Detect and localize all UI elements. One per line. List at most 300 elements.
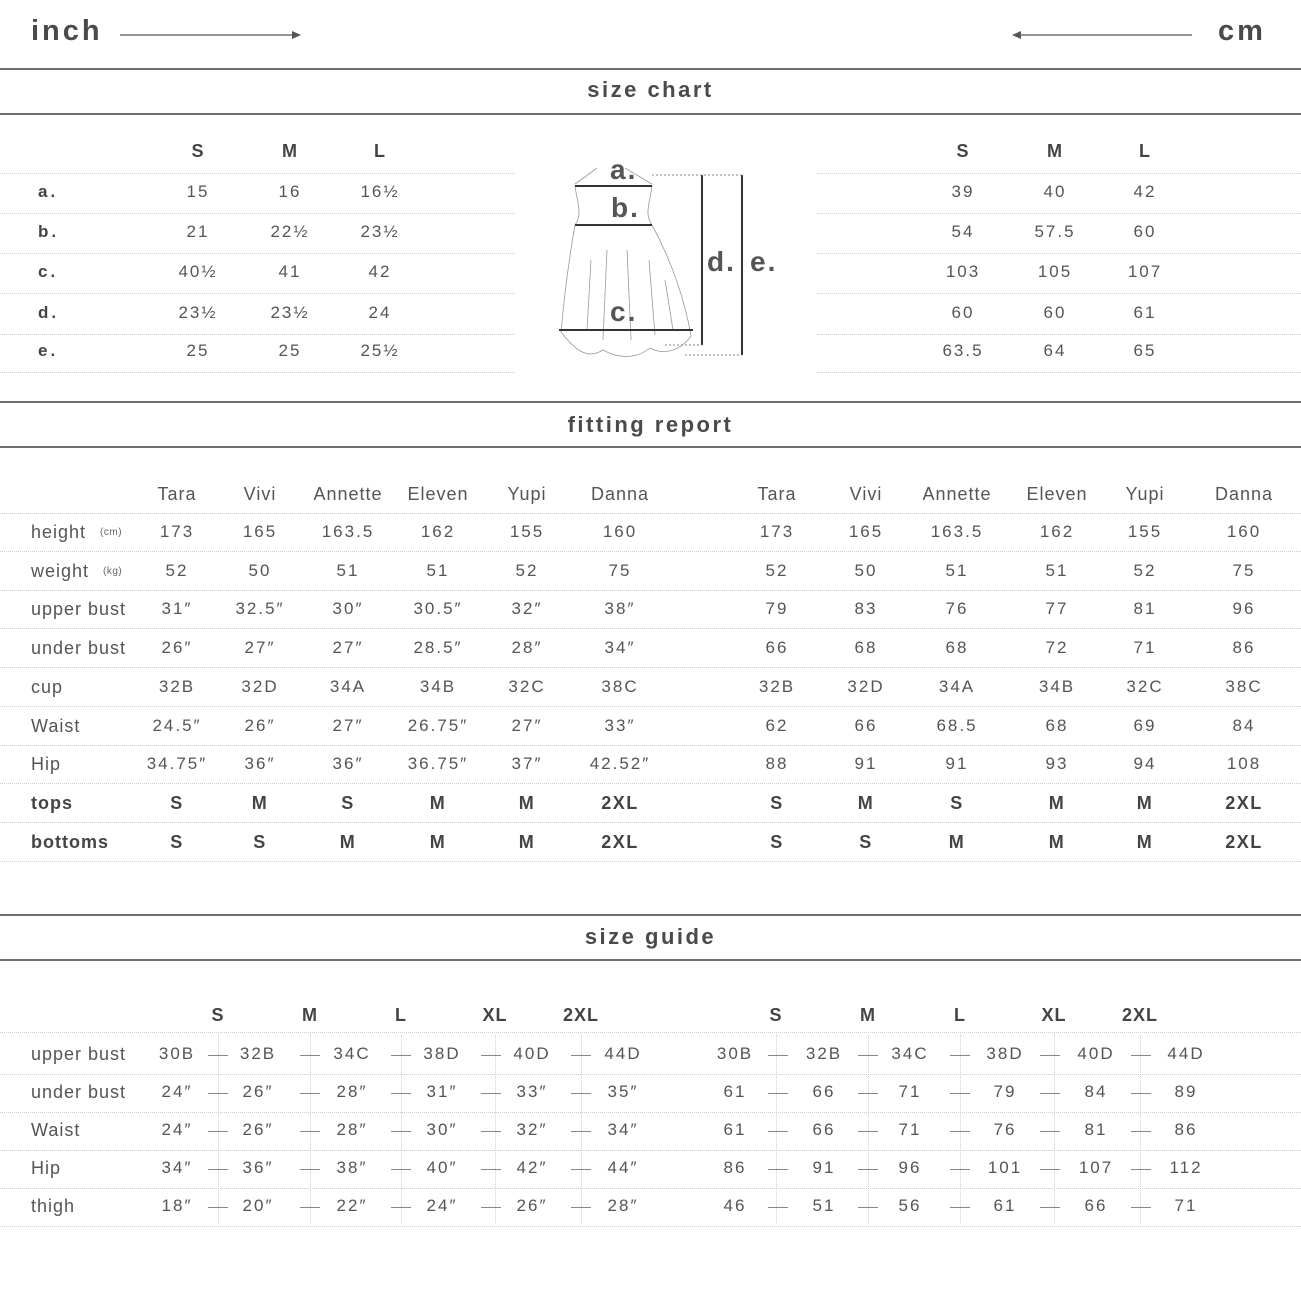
range-dash	[300, 1169, 320, 1170]
table-cell: 84	[1084, 1082, 1108, 1101]
row-label-text: under bust	[31, 638, 127, 659]
table-cell: 96	[898, 1158, 922, 1177]
table-cell: 84	[1232, 715, 1256, 735]
column-guide	[1140, 1035, 1141, 1223]
row-divider	[0, 745, 1301, 746]
table-cell: 28″	[336, 1120, 368, 1139]
table-cell: 68	[945, 638, 969, 658]
table-cell: 76	[993, 1120, 1017, 1139]
table-cell: 2XL	[601, 792, 639, 813]
table-cell: 30.5″	[413, 599, 463, 619]
row-divider	[0, 253, 515, 254]
size-header-cm: L	[954, 1005, 966, 1025]
table-cell: 101	[987, 1158, 1023, 1177]
row-divider	[0, 628, 1301, 629]
table-cell: 103	[945, 262, 981, 281]
range-dash	[481, 1093, 501, 1094]
range-dash	[208, 1169, 228, 1170]
table-cell: 63.5	[942, 341, 984, 360]
range-dash	[858, 1169, 878, 1170]
range-dash	[571, 1093, 591, 1094]
range-dash	[950, 1169, 970, 1170]
table-cell: M	[1048, 831, 1066, 852]
divider	[0, 914, 1301, 916]
row-label-text: bottoms	[31, 831, 109, 852]
table-cell: 107	[1127, 262, 1163, 281]
table-cell: 16	[278, 182, 302, 201]
table-cell: 38D	[986, 1044, 1024, 1063]
table-cell: 16½	[360, 182, 400, 201]
row-divider	[0, 1188, 1301, 1189]
table-cell: S	[170, 792, 184, 813]
model-name-inch: Vivi	[243, 484, 277, 504]
table-cell: 32B	[239, 1044, 277, 1063]
table-cell: S	[253, 831, 267, 852]
row-label: e.	[38, 341, 59, 360]
table-cell: 56	[898, 1196, 922, 1215]
table-cell: 25	[186, 341, 210, 360]
row-label: d.	[38, 303, 60, 322]
row-divider	[0, 706, 1301, 707]
table-cell: 34.75″	[146, 754, 208, 774]
table-cell: 27″	[332, 638, 364, 658]
table-cell: M	[518, 792, 536, 813]
size-header-inch: L	[395, 1005, 407, 1025]
table-cell: S	[170, 831, 184, 852]
table-cell: 68.5	[936, 715, 978, 735]
diagram-label-a: a.	[610, 154, 638, 185]
range-dash	[391, 1207, 411, 1208]
row-label: b.	[38, 222, 60, 241]
row-divider	[0, 590, 1301, 591]
table-cell: M	[948, 831, 966, 852]
range-dash	[481, 1207, 501, 1208]
range-dash	[858, 1055, 878, 1056]
range-dash	[768, 1207, 788, 1208]
column-guide	[495, 1035, 496, 1223]
size-header-inch: S	[191, 141, 205, 161]
row-divider	[0, 334, 515, 335]
row-divider	[0, 513, 1301, 514]
table-cell: 86	[1232, 638, 1256, 658]
range-dash	[950, 1093, 970, 1094]
table-cell: 32C	[508, 676, 546, 696]
model-name-cm: Eleven	[1026, 484, 1088, 504]
row-label: upper bust	[31, 1044, 127, 1064]
table-cell: 88	[765, 754, 789, 774]
range-dash	[481, 1055, 501, 1056]
table-cell: 89	[1174, 1082, 1198, 1101]
size-header-inch: XL	[482, 1005, 508, 1025]
table-cell: 20″	[242, 1196, 274, 1215]
range-dash	[208, 1131, 228, 1132]
table-cell: 25	[278, 341, 302, 360]
size-header-inch: L	[374, 141, 386, 161]
model-name-cm: Tara	[757, 484, 797, 504]
range-dash	[571, 1207, 591, 1208]
table-cell: 38″	[336, 1158, 368, 1177]
range-dash	[768, 1055, 788, 1056]
table-cell: 75	[1232, 560, 1256, 580]
table-cell: 27″	[244, 638, 276, 658]
table-cell: 22″	[336, 1196, 368, 1215]
table-cell: 23½	[178, 303, 218, 322]
table-cell: 66	[854, 715, 878, 735]
row-label: thigh	[31, 1196, 76, 1216]
table-cell: 26″	[161, 638, 193, 658]
table-cell: 108	[1226, 754, 1262, 774]
row-divider	[0, 667, 1301, 668]
column-guide	[776, 1035, 777, 1223]
table-cell: 24″	[161, 1120, 193, 1139]
table-cell: 112	[1169, 1158, 1203, 1177]
table-cell: S	[770, 831, 784, 852]
table-cell: 24	[368, 303, 392, 322]
table-cell: 32.5″	[235, 599, 285, 619]
table-cell: M	[1048, 792, 1066, 813]
table-cell: 40	[1043, 182, 1067, 201]
row-divider	[0, 372, 515, 373]
model-name-cm: Annette	[922, 484, 992, 504]
table-cell: 51	[812, 1196, 836, 1215]
range-dash	[858, 1207, 878, 1208]
table-cell: 91	[854, 754, 878, 774]
table-cell: 65	[1133, 341, 1157, 360]
range-dash	[950, 1131, 970, 1132]
table-cell: 51	[945, 560, 969, 580]
table-cell: 155	[509, 522, 545, 541]
table-cell: 30B	[158, 1044, 196, 1063]
table-cell: 162	[1039, 522, 1075, 541]
row-label-text: Hip	[31, 754, 62, 775]
table-cell: 61	[723, 1120, 747, 1139]
row-divider	[0, 213, 515, 214]
table-cell: 83	[854, 599, 878, 619]
row-divider	[0, 1032, 1301, 1033]
table-cell: 60	[1133, 222, 1157, 241]
row-label	[31, 599, 126, 620]
table-cell: 26″	[242, 1082, 274, 1101]
range-dash	[858, 1131, 878, 1132]
row-divider	[0, 293, 515, 294]
table-cell: 25½	[360, 341, 400, 360]
row-label	[31, 793, 73, 814]
table-cell: 66	[1084, 1196, 1108, 1215]
table-cell: 28″	[336, 1082, 368, 1101]
table-cell: 50	[248, 560, 272, 580]
fitting-report-title: fitting report	[567, 412, 734, 437]
row-label: c.	[38, 262, 59, 281]
diagram-label-c: c.	[610, 296, 638, 327]
row-unit: (kg)	[103, 565, 123, 577]
divider	[0, 446, 1301, 448]
table-cell: 107	[1078, 1158, 1114, 1177]
table-cell: 66	[812, 1120, 836, 1139]
table-cell: 91	[945, 754, 969, 774]
size-header-cm: 2XL	[1121, 1005, 1159, 1025]
column-guide	[401, 1035, 402, 1223]
left-arrow-icon	[1008, 28, 1193, 42]
table-cell: 62	[765, 715, 789, 735]
table-cell: 26″	[516, 1196, 548, 1215]
range-dash	[300, 1093, 320, 1094]
model-name-cm: Vivi	[849, 484, 883, 504]
row-unit: (cm)	[100, 527, 123, 538]
range-dash	[208, 1055, 228, 1056]
table-cell: 32″	[516, 1120, 548, 1139]
model-name-inch: Danna	[590, 484, 650, 504]
table-cell: 34″	[607, 1120, 639, 1139]
table-cell: 68	[854, 638, 878, 658]
table-cell: 66	[765, 638, 789, 658]
column-guide	[868, 1035, 869, 1223]
column-guide	[1054, 1035, 1055, 1223]
column-guide	[960, 1035, 961, 1223]
table-cell: 34″	[161, 1158, 193, 1177]
range-dash	[1040, 1207, 1060, 1208]
table-cell: 38″	[604, 599, 636, 619]
table-cell: 26″	[242, 1120, 274, 1139]
table-cell: 34C	[333, 1044, 371, 1063]
column-guide	[218, 1035, 219, 1223]
range-dash	[300, 1055, 320, 1056]
table-cell: 38D	[423, 1044, 461, 1063]
table-cell: 61	[993, 1196, 1017, 1215]
row-divider	[0, 861, 1301, 862]
table-cell: 33″	[604, 715, 636, 735]
range-dash	[391, 1093, 411, 1094]
table-cell: 27″	[332, 715, 364, 735]
table-cell: 32D	[241, 676, 279, 696]
table-cell: 34B	[419, 676, 457, 696]
size-header-cm: M	[860, 1005, 876, 1025]
table-cell: 66	[812, 1082, 836, 1101]
table-cell: 60	[951, 303, 975, 322]
table-cell: 32D	[847, 676, 885, 696]
size-header-inch: M	[282, 141, 298, 161]
range-dash	[300, 1131, 320, 1132]
divider	[0, 959, 1301, 961]
table-cell: 42.52″	[589, 754, 651, 774]
table-cell: 163.5	[321, 522, 375, 541]
table-cell: 40D	[1077, 1044, 1115, 1063]
table-cell: 93	[1045, 754, 1069, 774]
table-cell: 71	[1174, 1196, 1198, 1215]
table-cell: 44″	[607, 1158, 639, 1177]
table-cell: 28″	[511, 638, 543, 658]
table-cell: 2XL	[1225, 831, 1263, 852]
table-cell: S	[341, 792, 355, 813]
range-dash	[571, 1055, 591, 1056]
model-name-inch: Eleven	[407, 484, 469, 504]
table-cell: 165	[848, 522, 884, 541]
range-dash	[481, 1131, 501, 1132]
size-header-cm: S	[769, 1005, 783, 1025]
row-label	[31, 677, 63, 698]
table-cell: 41	[278, 262, 302, 281]
table-cell: 23½	[270, 303, 310, 322]
row-label-text: upper bust	[31, 599, 127, 620]
table-cell: S	[950, 792, 964, 813]
range-dash	[768, 1169, 788, 1170]
table-cell: 26.75″	[407, 715, 469, 735]
row-divider	[817, 213, 1301, 214]
table-cell: 46	[723, 1196, 747, 1215]
table-cell: 52	[1133, 560, 1157, 580]
diagram-label-b: b.	[611, 192, 640, 223]
divider	[0, 68, 1301, 70]
model-name-inch: Yupi	[507, 484, 547, 504]
table-cell: 42	[368, 262, 392, 281]
table-cell: 69	[1133, 715, 1157, 735]
diagram-label-e: e.	[750, 246, 778, 277]
table-cell: 32″	[511, 599, 543, 619]
table-cell: S	[770, 792, 784, 813]
row-divider	[817, 293, 1301, 294]
range-dash	[571, 1169, 591, 1170]
table-cell: 71	[898, 1120, 922, 1139]
table-cell: 79	[993, 1082, 1017, 1101]
table-cell: 33″	[516, 1082, 548, 1101]
row-label	[31, 522, 122, 543]
table-cell: 105	[1037, 262, 1073, 281]
model-name-cm: Danna	[1214, 484, 1274, 504]
row-divider	[0, 783, 1301, 784]
table-cell: 81	[1133, 599, 1157, 619]
range-dash	[208, 1093, 228, 1094]
unit-inch-label: inch	[31, 15, 103, 47]
size-guide-title: size guide	[584, 924, 717, 949]
table-cell: 52	[165, 560, 189, 580]
row-divider	[817, 334, 1301, 335]
table-cell: 28″	[607, 1196, 639, 1215]
table-cell: 36″	[244, 754, 276, 774]
row-label-text: weight	[31, 560, 90, 581]
row-divider	[0, 1112, 1301, 1113]
size-header-cm: XL	[1041, 1005, 1067, 1025]
row-divider	[817, 372, 1301, 373]
table-cell: M	[429, 831, 447, 852]
row-divider	[0, 1150, 1301, 1151]
table-cell: M	[518, 831, 536, 852]
model-name-inch: Annette	[313, 484, 383, 504]
range-dash	[1040, 1055, 1060, 1056]
row-label: under bust	[31, 1082, 127, 1102]
range-dash	[1131, 1169, 1151, 1170]
table-cell: 34C	[891, 1044, 929, 1063]
right-arrow-icon	[120, 28, 305, 42]
table-cell: 32B	[805, 1044, 843, 1063]
table-cell: 36″	[332, 754, 364, 774]
row-divider	[0, 551, 1301, 552]
range-dash	[1131, 1093, 1151, 1094]
row-label: Hip	[31, 1158, 62, 1178]
range-dash	[208, 1207, 228, 1208]
table-cell: 77	[1045, 599, 1069, 619]
table-cell: 52	[765, 560, 789, 580]
row-label	[31, 754, 61, 775]
range-dash	[858, 1093, 878, 1094]
table-cell: M	[1136, 792, 1154, 813]
row-label-text: height	[31, 522, 87, 542]
table-cell: 30″	[332, 599, 364, 619]
table-cell: 36.75″	[407, 754, 469, 774]
range-dash	[768, 1093, 788, 1094]
size-chart-title: size chart	[587, 77, 714, 102]
table-cell: 75	[608, 560, 632, 580]
table-cell: 71	[898, 1082, 922, 1101]
table-cell: 24″	[161, 1082, 193, 1101]
table-cell: 34A	[329, 676, 367, 696]
diagram-label-d: d.	[707, 246, 736, 277]
range-dash	[1040, 1093, 1060, 1094]
table-cell: 173	[159, 522, 195, 541]
row-label-text: tops	[31, 792, 73, 813]
column-guide	[310, 1035, 311, 1223]
row-label-text: Waist	[31, 715, 81, 736]
range-dash	[1040, 1131, 1060, 1132]
size-header-inch: M	[302, 1005, 318, 1025]
table-cell: 61	[1133, 303, 1157, 322]
row-label	[31, 716, 80, 737]
size-header-inch: S	[211, 1005, 225, 1025]
range-dash	[1131, 1131, 1151, 1132]
row-label	[31, 832, 109, 853]
row-divider	[817, 173, 1301, 174]
table-cell: 32C	[1126, 676, 1164, 696]
table-cell: 30″	[426, 1120, 458, 1139]
table-cell: 50	[854, 560, 878, 580]
row-label	[31, 561, 122, 582]
table-cell: 32B	[158, 676, 196, 696]
table-cell: 40D	[513, 1044, 551, 1063]
table-cell: 94	[1133, 754, 1157, 774]
table-cell: 22½	[270, 222, 310, 241]
table-cell: 162	[420, 522, 456, 541]
divider	[0, 401, 1301, 403]
table-cell: 68	[1045, 715, 1069, 735]
table-cell: 160	[602, 522, 638, 541]
table-cell: 61	[723, 1082, 747, 1101]
range-dash	[1040, 1169, 1060, 1170]
table-cell: M	[339, 831, 357, 852]
table-cell: 27″	[511, 715, 543, 735]
table-cell: 23½	[360, 222, 400, 241]
table-cell: 72	[1045, 638, 1069, 658]
row-label: Waist	[31, 1120, 81, 1140]
range-dash	[300, 1207, 320, 1208]
row-divider	[0, 1074, 1301, 1075]
row-label	[31, 638, 126, 659]
table-cell: 51	[1045, 560, 1069, 580]
table-cell: 36″	[242, 1158, 274, 1177]
table-cell: 21	[186, 222, 210, 241]
table-cell: 26″	[244, 715, 276, 735]
table-cell: 60	[1043, 303, 1067, 322]
table-cell: 165	[242, 522, 278, 541]
table-cell: 91	[812, 1158, 836, 1177]
table-cell: 15	[186, 182, 210, 201]
size-header-inch: 2XL	[562, 1005, 600, 1025]
table-cell: 31″	[426, 1082, 458, 1101]
range-dash	[391, 1169, 411, 1170]
table-cell: 44D	[1167, 1044, 1205, 1063]
table-cell: 31″	[161, 599, 193, 619]
table-cell: 57.5	[1034, 222, 1076, 241]
table-cell: 42	[1133, 182, 1157, 201]
range-dash	[391, 1131, 411, 1132]
table-cell: M	[429, 792, 447, 813]
